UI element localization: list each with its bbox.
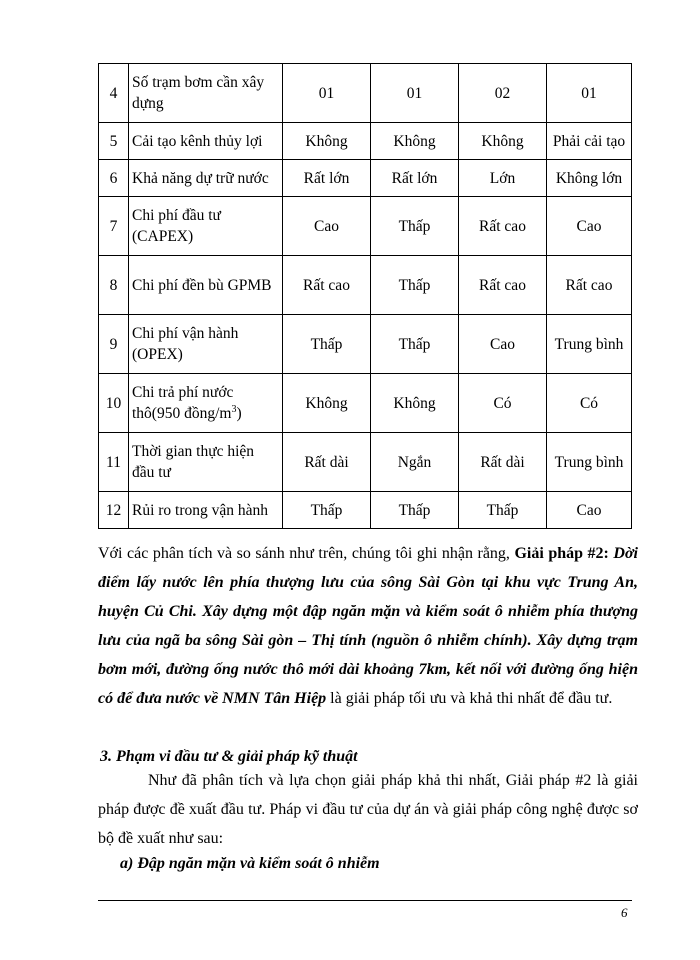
criterion-superscript: 3	[231, 403, 237, 415]
section-body: Như đã phân tích và lựa chọn giải pháp khả thi nhất, Giải pháp #2 là giải pháp được đề xuất đầu tư. Pháp vi đầu tư của dự án và giải pháp công nghệ được sơ bộ đề xuất như sau:	[98, 772, 638, 847]
option-2-cell: Ngắn	[371, 433, 459, 492]
option-3-cell: Rất cao	[459, 197, 547, 256]
conclusion-paragraph	[98, 539, 638, 713]
conclusion-text: là giải pháp tối ưu và khả thi nhất để đầu tư.	[326, 690, 613, 707]
option-1-cell: Cao	[283, 197, 371, 256]
option-4-cell: Không lớn	[547, 160, 632, 197]
option-1-cell: 01	[283, 64, 371, 123]
option-3-cell: Thấp	[459, 492, 547, 529]
option-2-cell: Rất lớn	[371, 160, 459, 197]
comparison-table-body	[99, 64, 632, 529]
table-row	[99, 197, 632, 256]
option-2-cell: Thấp	[371, 256, 459, 315]
criterion-cell: Khả năng dự trữ nước	[129, 160, 283, 197]
option-3-cell: Không	[459, 123, 547, 160]
row-number-cell: 7	[99, 197, 129, 256]
option-3-cell: Lớn	[459, 160, 547, 197]
option-2-cell: Không	[371, 123, 459, 160]
table-row	[99, 315, 632, 374]
criterion-cell: Chi phí đền bù GPMB	[129, 256, 283, 315]
option-4-cell: Phải cải tạo	[547, 123, 632, 160]
option-2-cell: Không	[371, 374, 459, 433]
row-number-cell: 12	[99, 492, 129, 529]
criterion-cell: Số trạm bơm cần xây dựng	[129, 64, 283, 123]
criterion-cell: Rủi ro trong vận hành	[129, 492, 283, 529]
criterion-cell	[129, 374, 283, 433]
option-2-cell: Thấp	[371, 197, 459, 256]
option-3-cell: 02	[459, 64, 547, 123]
row-number-cell: 4	[99, 64, 129, 123]
criterion-text: Chi trả phí nước thô(950 đồng/m	[132, 384, 234, 422]
criterion-cell: Chi phí vận hành (OPEX)	[129, 315, 283, 374]
option-1-cell: Không	[283, 123, 371, 160]
option-1-cell: Không	[283, 374, 371, 433]
option-3-cell: Có	[459, 374, 547, 433]
subsection-heading: a) Đập ngăn mặn và kiểm soát ô nhiễm	[120, 855, 380, 872]
option-2-cell: 01	[371, 64, 459, 123]
option-4-cell: Cao	[547, 492, 632, 529]
option-4-cell: Trung bình	[547, 315, 632, 374]
criterion-cell: Thời gian thực hiện đầu tư	[129, 433, 283, 492]
row-number-cell: 6	[99, 160, 129, 197]
criterion-tail: )	[236, 405, 242, 422]
option-1-cell: Rất dài	[283, 433, 371, 492]
option-1-cell: Rất cao	[283, 256, 371, 315]
criterion-cell: Cải tạo kênh thủy lợi	[129, 123, 283, 160]
option-4-cell: Trung bình	[547, 433, 632, 492]
option-2-cell: Thấp	[371, 492, 459, 529]
option-4-cell: Có	[547, 374, 632, 433]
table-row	[99, 492, 632, 529]
footer-divider	[98, 900, 632, 901]
row-number-cell: 11	[99, 433, 129, 492]
criterion-cell: Chi phí đầu tư (CAPEX)	[129, 197, 283, 256]
option-3-cell: Cao	[459, 315, 547, 374]
option-1-cell: Thấp	[283, 315, 371, 374]
row-number-cell: 8	[99, 256, 129, 315]
comparison-table	[98, 63, 632, 529]
table-row	[99, 160, 632, 197]
option-3-cell: Rất dài	[459, 433, 547, 492]
option-1-cell: Thấp	[283, 492, 371, 529]
conclusion-intro: Với các phân tích và so sánh như trên, chúng tôi ghi nhận rằng,	[98, 545, 515, 562]
table-row	[99, 433, 632, 492]
option-3-cell: Rất cao	[459, 256, 547, 315]
option-4-cell: Rất cao	[547, 256, 632, 315]
table-row	[99, 256, 632, 315]
page-number: 6	[621, 905, 628, 920]
option-4-cell: Cao	[547, 197, 632, 256]
section-heading: 3. Phạm vi đầu tư & giải pháp kỹ thuật	[100, 748, 358, 765]
solution-text: Dời điểm lấy nước lên phía thượng lưu của sông Sài Gòn tại khu vực Trung An, huyện Củ Chi. Xây dựng một đập ngăn mặn và kiểm soát ô nhiễm phía thượng lưu của ngã ba sông Sài gòn – Thị tính (nguồn ô nhiễm chính). Xây dựng trạm bơm mới, đường ống nước thô mới dài khoảng 7km, kết nối với đường ống hiện có để đưa nước về NMN Tân Hiệp	[98, 545, 639, 707]
option-2-cell: Thấp	[371, 315, 459, 374]
option-1-cell: Rất lớn	[283, 160, 371, 197]
table-row	[99, 123, 632, 160]
row-number-cell: 10	[99, 374, 129, 433]
option-4-cell: 01	[547, 64, 632, 123]
row-number-cell: 9	[99, 315, 129, 374]
solution-label: Giải pháp #2:	[514, 545, 609, 562]
row-number-cell: 5	[99, 123, 129, 160]
table-row	[99, 374, 632, 433]
table-row	[99, 64, 632, 123]
